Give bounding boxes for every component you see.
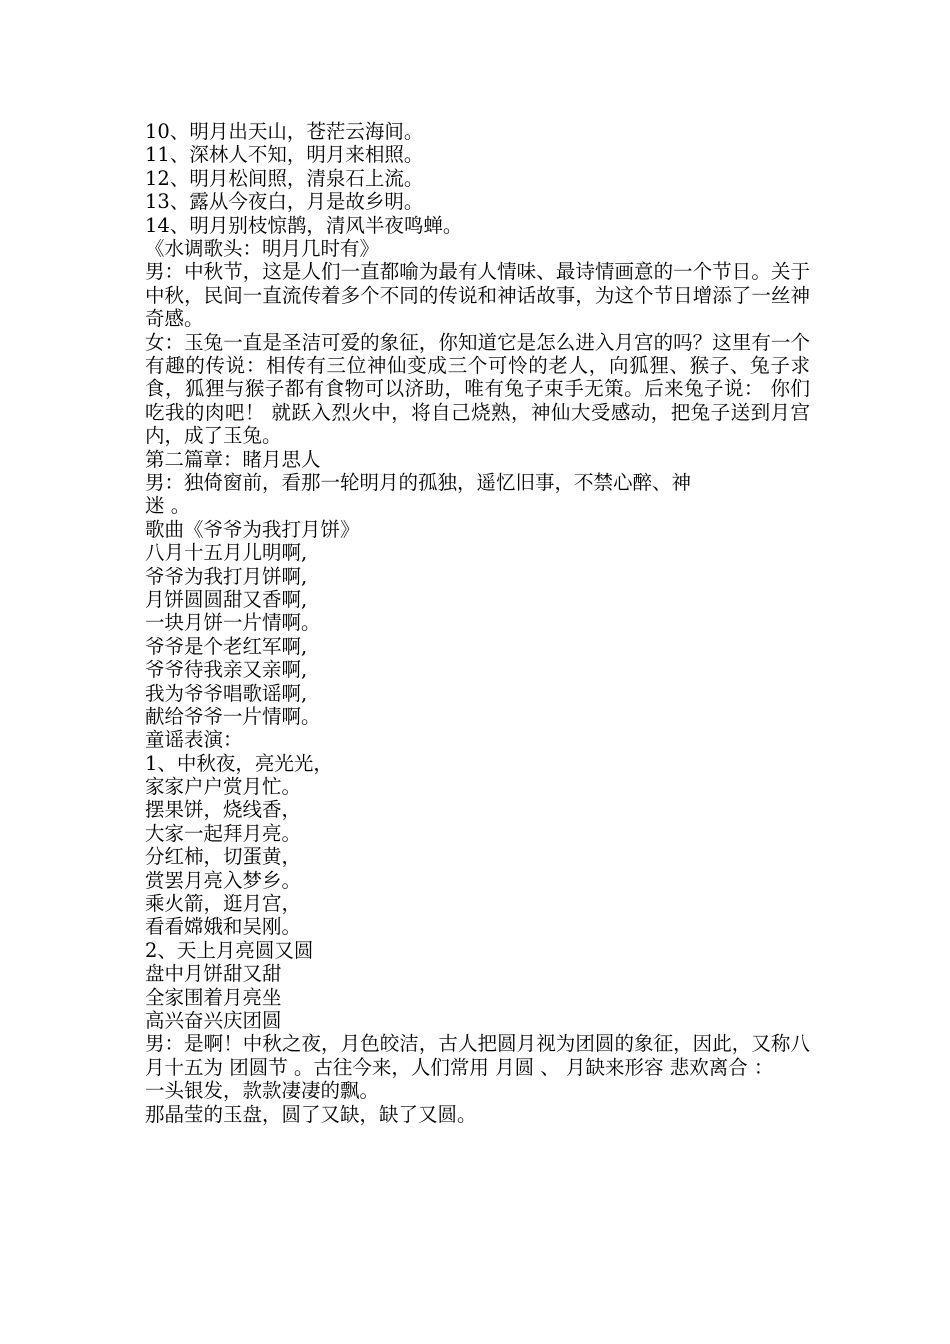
document-line: 看看嫦娥和吴刚。 <box>145 915 302 939</box>
document-line: 家家户户赏月忙。 <box>145 775 302 799</box>
document-line: 爷爷为我打月饼啊, <box>145 564 308 588</box>
document-line: 迷 。 <box>145 494 191 518</box>
document-line: 大家一起拜月亮。 <box>145 821 302 845</box>
document-line: 11、深林人不知，明月来相照。 <box>145 143 424 167</box>
document-line: 1、中秋夜，亮光光， <box>145 751 333 775</box>
document-line: 献给爷爷一片情啊。 <box>145 704 321 728</box>
document-paragraph: 男：中秋节，这是人们一直都喻为最有人情味、最诗情画意的一个节日。关于中秋，民间一直流传着多个不同的传说和神话故事，为这个节日增添了一丝神奇感。 <box>145 260 810 331</box>
document-line: 第二篇章：睹月思人 <box>145 447 321 471</box>
document-line: 摆果饼，烧线香， <box>145 798 302 822</box>
document-line: 乘火箭，逛月宫， <box>145 892 302 916</box>
document-line: 分红柿，切蛋黄， <box>145 845 302 869</box>
document-line: 2、天上月亮圆又圆 <box>145 938 314 962</box>
document-line: 爷爷待我亲又亲啊, <box>145 658 308 682</box>
document-line: 盘中月饼甜又甜 <box>145 962 282 986</box>
document-line: 爷爷是个老红军啊, <box>145 634 308 658</box>
document-line: 14、明月别枝惊鹊，清风半夜鸣蝉。 <box>145 213 463 237</box>
document-page <box>145 120 810 1126</box>
document-line: 我为爷爷唱歌谣啊, <box>145 681 308 705</box>
document-line: 全家围着月亮坐 <box>145 985 282 1009</box>
document-line: 一头银发，款款凄凄的飘。 <box>145 1079 380 1103</box>
document-line: 歌曲《爷爷为我打月饼》 <box>145 517 360 541</box>
document-line: 月饼圆圆甜又香啊, <box>145 587 308 611</box>
document-line: 《水调歌头：明月几时有》 <box>145 236 380 260</box>
document-line: 童谣表演： <box>145 728 243 752</box>
document-line: 男：独倚窗前，看那一轮明月的孤独，遥忆旧事，不禁心醉、神 <box>145 470 692 494</box>
document-line: 一块月饼一片情啊。 <box>145 611 321 635</box>
document-line: 那晶莹的玉盘，圆了又缺，缺了又圆。 <box>145 1102 477 1126</box>
document-line: 13、露从今夜白，月是故乡明。 <box>145 190 424 214</box>
document-paragraph: 男：是啊！中秋之夜，月色皎洁，古人把圆月视为团圆的象征，因此，又称八月十五为 团圆节 。古往今来，人们常用 月圆 、 月缺来形容 悲欢离合 ： <box>145 1032 810 1079</box>
document-line: 八月十五月儿明啊, <box>145 541 308 565</box>
document-line: 12、明月松间照，清泉石上流。 <box>145 166 424 190</box>
document-line: 10、明月出天山，苍茫云海间。 <box>145 120 424 143</box>
document-line: 赏罢月亮入梦乡。 <box>145 868 302 892</box>
document-paragraph: 女：玉兔一直是圣洁可爱的象征，你知道它是怎么进入月宫的吗？这里有一个有趣的传说：相传有三位神仙变成三个可怜的老人，向狐狸、猴子、兔子求食，狐狸与猴子都有食物可以济助，唯有兔子束手无策。后来兔子说： 你们吃我的肉吧！ 就跃入烈火中，将自己烧熟，神仙大受感动，把兔子送到月宫内，成了玉兔。 <box>145 330 810 448</box>
document-line: 高兴奋兴庆团圆 <box>145 1008 282 1032</box>
